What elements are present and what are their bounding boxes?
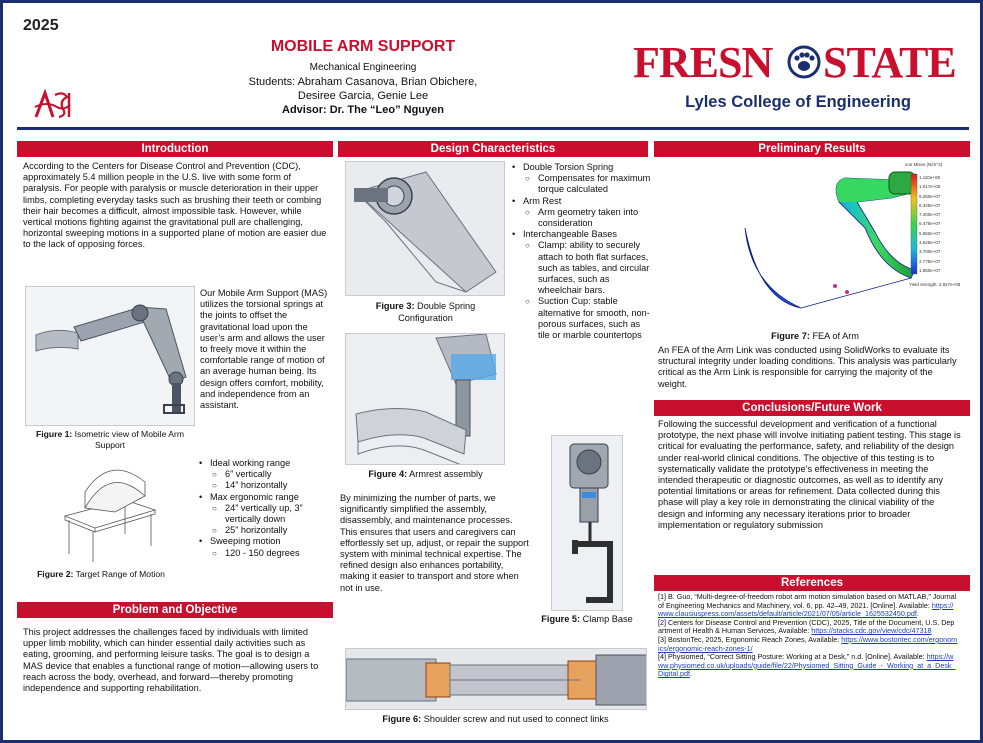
figure-2-range-of-motion <box>55 458 165 566</box>
clamp-base-icon <box>552 436 623 611</box>
fresno-state-logo <box>633 39 963 85</box>
list-item: ○ Compensates for maximum torque calculated <box>511 173 651 195</box>
fea-yield-label: Yield strength: 2.827e+08 <box>909 282 961 287</box>
double-spring-icon <box>346 162 505 296</box>
list-item: ○ 6” vertically <box>198 469 330 480</box>
design-characteristics-header: Design Characteristics <box>338 141 648 157</box>
legend-value: 5.550e+07 <box>919 230 941 236</box>
introduction-paragraph-2: Our Mobile Arm Support (MAS) utilizes the torsional springs at the joints to offset the gravitational load upon the user’s arm and allows the user to freely move it within the comfortable range of motion of an average human being. Its design offers comfort, mobility, and independence from an assistant. <box>200 288 328 411</box>
department: Mechanical Engineering <box>309 62 417 73</box>
advisor: Advisor: Dr. The “Leo” Nguyen <box>282 104 444 116</box>
preliminary-results-header: Preliminary Results <box>654 141 970 157</box>
reference-3-link[interactable]: https://www.bostontec.com/ergonomics/ergonomic-reach-zones-1/ <box>658 634 958 653</box>
figure-1-isometric-view <box>25 286 195 426</box>
introduction-header: Introduction <box>17 141 333 157</box>
legend-value: 9.250e+07 <box>919 193 941 199</box>
list-item: ○ Clamp: ability to securely attach to both flat surfaces, such as tables, and circular surfaces, such as wheelchair bars. <box>511 240 651 296</box>
figure-5-label: Figure 5: <box>541 614 581 624</box>
legend-value: 8.325e+07 <box>919 202 941 208</box>
figure-2-label: Figure 2: <box>37 569 74 579</box>
asi-logo-icon <box>33 87 73 121</box>
reference-1-link[interactable]: https://www.clausiuspress.com/assets/default/article/2021/07/05/article_1625532450.pdf <box>658 600 954 619</box>
reference-1-text: [1] B. Guo, “Multi-degree-of-freedom robot arm motion simulation based on MATLAB,” Journal of Engineering Mechanics and Machinery, vol. 6, pp. 42–49, 2021. [Online]. Available: <box>658 592 957 610</box>
list-item: • Sweeping motion <box>198 536 330 547</box>
reference-3-text: [3] BostonTec, 2025, Ergonomic Reach Zones, Available: <box>658 634 840 644</box>
header-divider <box>17 127 969 130</box>
figure-6-shoulder-screw <box>345 648 647 710</box>
shoulder-screw-icon <box>346 649 647 710</box>
figure-7-caption: FEA of Arm <box>809 331 859 341</box>
reference-4-link[interactable]: https://www.physiomed.co.uk/uploads/guide/file/22/Physiomed_Sitting_Guide_-_Working_at_a_Desk_Digital.pdf <box>658 652 956 679</box>
figure-6-caption: Shoulder screw and nut used to connect links <box>421 714 609 724</box>
year-label: 2025 <box>23 17 59 34</box>
figure-6-label: Figure 6: <box>382 714 422 724</box>
list-item: • Ideal working range <box>198 458 330 469</box>
legend-value: 1.017e+08 <box>919 184 941 190</box>
list-item: ○ Arm geometry taken into consideration <box>511 207 651 229</box>
legend-value: 1.850e+07 <box>919 267 941 273</box>
fea-legend-values <box>919 173 940 275</box>
references-header: References <box>654 575 970 591</box>
reference-2-link[interactable]: https://stacks.cdc.gov/view/cdc/47318 <box>811 626 932 636</box>
list-item: ○ 14” horizontally <box>198 480 330 491</box>
reference-4 <box>658 653 958 679</box>
reference-1-end: . <box>916 609 919 619</box>
desk-range-icon <box>55 458 165 566</box>
legend-value: 4.625e+07 <box>919 240 941 246</box>
armrest-icon <box>346 334 505 465</box>
results-text: An FEA of the Arm Link was conducted using SolidWorks to evaluate its structural integrity under loading conditions. This analysis was particularly critical as the Arm Link is responsible for carrying the majority of the weight. <box>658 345 957 389</box>
poster-title: MOBILE ARM SUPPORT <box>270 38 456 55</box>
reference-4-text: [4] Physiomed, “Correct Sitting Posture: Working at a Desk,” n.d. [Online]. Available: <box>658 652 925 662</box>
conclusions-text: Following the successful development and verification of a functional prototype, the next phase will involve initiating patient testing. This stage is critical for evaluating the performance, safety, and reliability of the design under real-world clinical conditions. The objective of this testing is to systematically validate the prototype’s effectiveness in meeting the intended therapeutic or diagnostic outcomes, as well as to identify any potential limitations or areas for refinement. Data collected during this phase will play a key role in demonstrating the clinical viability of the design and informing any necessary iterations prior to broader implementation or regulatory submission <box>658 419 961 530</box>
figure-4-caption: Armrest assembly <box>407 469 483 479</box>
reference-3 <box>658 636 958 653</box>
design-paragraph: By minimizing the number of parts, we significantly simplified the assembly, disassembly, and maintenance processes. This ensures that users and caregivers can effortlessly set up, adjust, or repair the support system with minimal technical expertise. The refined design also enhances portability, making it easier to transport and store when not in use. <box>340 493 529 593</box>
figure-1-label: Figure 1: <box>35 429 73 439</box>
reference-4-end: . <box>689 669 692 679</box>
legend-value: 1.110e+08 <box>919 175 941 180</box>
design-bullet-list <box>511 162 651 341</box>
list-item: • Double Torsion Spring <box>511 162 651 173</box>
figure-1-caption: Isometric view of Mobile Arm Support <box>72 429 185 450</box>
problem-objective-text: This project addresses the challenges faced by individuals with limited upper limb mobility, which can hinder essential daily activities such as eating, grooming, and performing leisure tasks. The goal is to design a MAS device that enables a functional range of motion—allowing users to reach across the body, overhead, and forward—thereby promoting independence and supporting rehabilitation. <box>23 627 319 694</box>
figure-4-armrest-assembly <box>345 333 505 465</box>
list-item: ○ 120 - 150 degrees <box>198 548 330 559</box>
figure-5-clamp-base <box>551 435 623 611</box>
figure-3-caption: Double Spring Configuration <box>398 301 476 323</box>
figure-3-double-spring <box>345 161 505 296</box>
problem-objective-header: Problem and Objective <box>17 602 333 618</box>
asi-logo <box>33 87 73 121</box>
list-item: ○ 25” horizontally <box>198 525 330 536</box>
list-item: • Interchangeable Bases <box>511 229 651 240</box>
reference-2-text: [2] Centers for Disease Control and Prevention (CDC), 2025, Title of the Document, U.S. Department of Health & Human Services, Available: <box>658 617 955 636</box>
range-bullet-list <box>198 458 330 559</box>
students-line-1: Students: Abraham Casanova, Brian Obichere, <box>248 76 478 88</box>
fresno-right-text: STATE <box>823 38 956 87</box>
arm-support-isometric-icon <box>26 287 195 426</box>
students-line-2: Desiree Garcia, Genie Lee <box>297 90 429 102</box>
figure-4-label: Figure 4: <box>368 469 408 479</box>
fresno-left-text: FRESN <box>633 38 773 87</box>
introduction-paragraph-1: According to the Centers for Disease Control and Prevention (CDC), approximately 5.4 million people in the U.S. live with some form of paralysis. For people with paralysis or muscle deterioration in their upper limbs, completing everyday tasks such as brushing their teeth or combing their hair becomes a difficult, almost impossible task. However, while vertical motions fighting against the gravitational pull are challenging, horizontal sweeping motions in a supported plane of motion are easier due to the lack of opposing forces. <box>23 161 327 250</box>
figure-2-caption: Target Range of Motion <box>73 569 165 579</box>
references-list <box>658 593 958 679</box>
legend-value: 3.700e+07 <box>919 249 941 255</box>
figure-7-label: Figure 7: <box>771 331 810 341</box>
fea-legend-title: von Mises (N/m^2) <box>905 162 943 167</box>
legend-value: 7.400e+07 <box>919 212 941 218</box>
conclusions-header: Conclusions/Future Work <box>654 400 970 416</box>
list-item: • Arm Rest <box>511 196 651 207</box>
reference-2 <box>658 619 958 636</box>
college-name: Lyles College of Engineering <box>685 93 911 111</box>
list-item: ○ Suction Cup: stable alternative for smooth, non-porous surfaces, such as tile or marble countertops <box>511 296 651 341</box>
figure-7-fea-of-arm <box>715 158 965 328</box>
legend-value: 2.775e+07 <box>919 258 941 264</box>
list-item: ○ 24” vertically up, 3” vertically down <box>198 503 330 525</box>
paw-print-icon <box>787 45 821 79</box>
figure-5-caption: Clamp Base <box>580 614 633 624</box>
reference-1 <box>658 593 958 619</box>
figure-3-label: Figure 3: <box>375 301 415 311</box>
legend-value: 6.475e+07 <box>919 221 941 227</box>
list-item: • Max ergonomic range <box>198 492 330 503</box>
